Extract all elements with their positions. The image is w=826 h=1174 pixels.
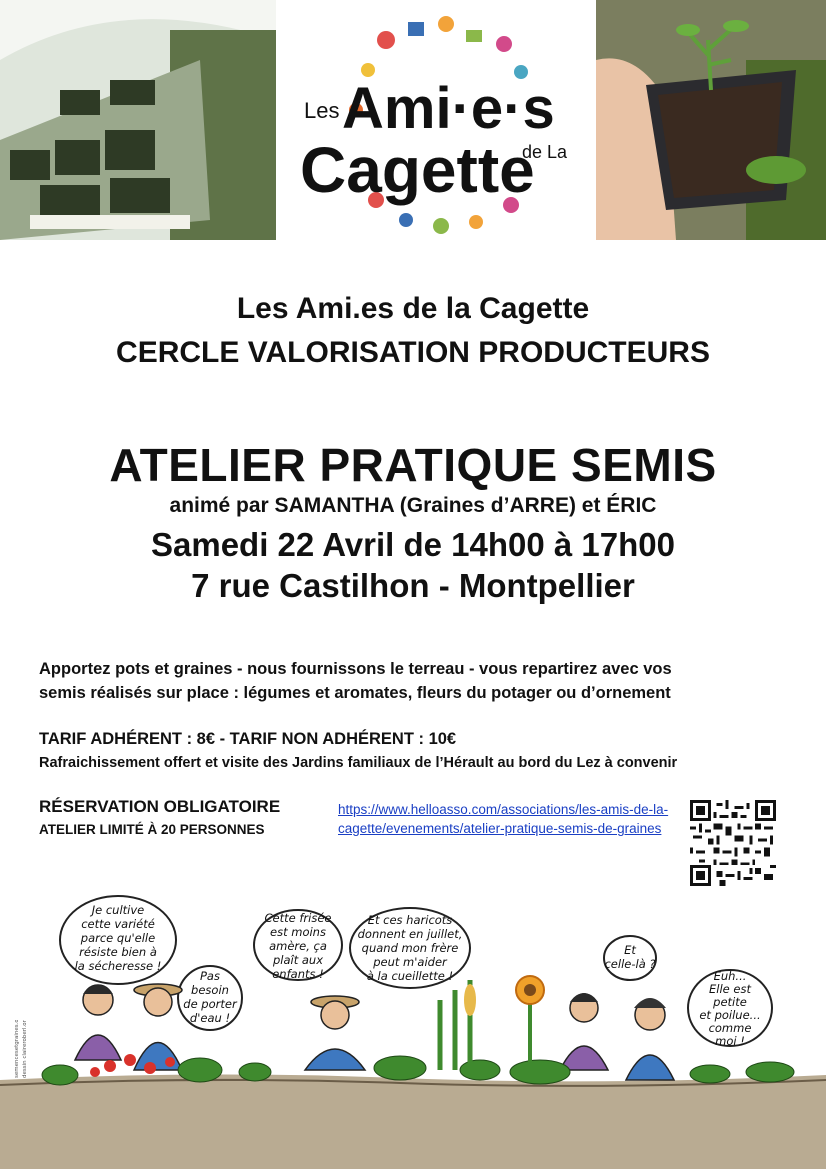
cagette-logo	[276, 0, 596, 240]
bubble1-l2: cette variété	[81, 917, 155, 931]
bubble3-l3: amère, ça	[269, 939, 327, 953]
bubble3-l4: plaît aux	[272, 953, 324, 967]
gardener-man-center	[305, 996, 365, 1070]
credit-line2: dessin claireroberl.org	[22, 1020, 28, 1078]
animators-line: animé par SAMANTHA (Graines d’ARRE) et ÉRIC	[169, 494, 657, 517]
bubble1-l3: parce qu'elle	[80, 931, 156, 945]
credit-line1: semencesetgraines.org	[14, 1020, 20, 1078]
logo-text-cagette: Cagette	[300, 134, 535, 206]
bubble2-l1: Pas	[200, 969, 220, 983]
credit-text	[8, 1020, 38, 1080]
bubble4-l3: quand mon frère	[361, 941, 459, 955]
bubble3-l2: est moins	[270, 925, 326, 939]
link-line1: https://www.helloasso.com/associations/les-amis-de-la-	[338, 802, 669, 817]
bubble1-l4: résiste bien à	[79, 945, 157, 959]
bubble1-l5: la sécheresse !	[74, 959, 162, 973]
bubble2-l3: de porter	[183, 997, 237, 1011]
circle-title: CERCLE VALORISATION PRODUCTEURS	[116, 336, 710, 369]
greenhouse-seedlings-photo	[0, 0, 276, 240]
bring-info-line2: semis réalisés sur place : légumes et aromates, fleurs du potager ou d’ornement	[39, 684, 671, 702]
bubble3-l1: Cette frisée	[264, 911, 332, 925]
bubble6-l1: Euh...	[713, 969, 747, 983]
bubble4-l1: Et ces haricots	[367, 913, 453, 927]
event-address: 7 rue Castilhon - Montpellier	[191, 567, 635, 604]
bubble2-l4: d'eau !	[189, 1011, 231, 1025]
logo-text-dela: de La	[522, 142, 568, 162]
gardener-woman-right	[560, 993, 608, 1070]
bubble6-l2: Elle est	[709, 982, 751, 996]
link-line2: cagette/evenements/atelier-pratique-semis-de-graines	[338, 821, 662, 836]
bubble6-l3: petite	[713, 995, 747, 1009]
bubble5-l2: celle-là ?	[604, 957, 656, 971]
gardeners-illustration	[0, 880, 826, 1169]
qr-code[interactable]	[690, 800, 776, 886]
gardener-woman-left	[75, 985, 121, 1060]
bubble4-l4: peut m'aider	[373, 955, 447, 969]
attendance-limit: ATELIER LIMITÉ À 20 PERSONNES	[39, 822, 265, 837]
gardener-man-right	[626, 998, 674, 1080]
bubble1-l1: Je cultive	[91, 903, 145, 917]
event-date: Samedi 22 Avril de 14h00 à 17h00	[150, 526, 676, 563]
organization-title: Les Ami.es de la Cagette	[236, 292, 590, 325]
bubble5-l1: Et	[624, 943, 636, 957]
logo-text-amis: Ami·e·s	[342, 76, 555, 141]
bubble6-l4: et poilue...	[699, 1008, 761, 1022]
bubble3-l5: enfants !	[272, 967, 324, 981]
helloasso-link[interactable]	[338, 800, 683, 838]
bubble4-l5: à la cueillette !	[366, 969, 454, 983]
bring-info-line1: Apportez pots et graines - nous fournissons le terreau - vous repartirez avec vos	[39, 660, 672, 678]
reservation-required: RÉSERVATION OBLIGATOIRE	[39, 797, 281, 816]
refreshment-line: Rafraichissement offert et visite des Jardins familiaux de l’Hérault au bord du Lez à convenir	[39, 755, 678, 771]
bubble6-l6: moi !	[715, 1034, 745, 1048]
bubble4-l2: donnent en juillet,	[357, 927, 463, 941]
bubble2-l2: besoin	[191, 983, 229, 997]
workshop-title: ATELIER PRATIQUE SEMIS	[109, 439, 717, 491]
gardener-man-hat-left	[134, 984, 182, 1070]
pricing-line: TARIF ADHÉRENT : 8€ - TARIF NON ADHÉRENT : 10€	[39, 730, 457, 748]
bubble6-l5: comme	[708, 1021, 752, 1035]
seedling-pot-photo	[596, 0, 826, 240]
logo-text-les: Les	[304, 98, 340, 123]
